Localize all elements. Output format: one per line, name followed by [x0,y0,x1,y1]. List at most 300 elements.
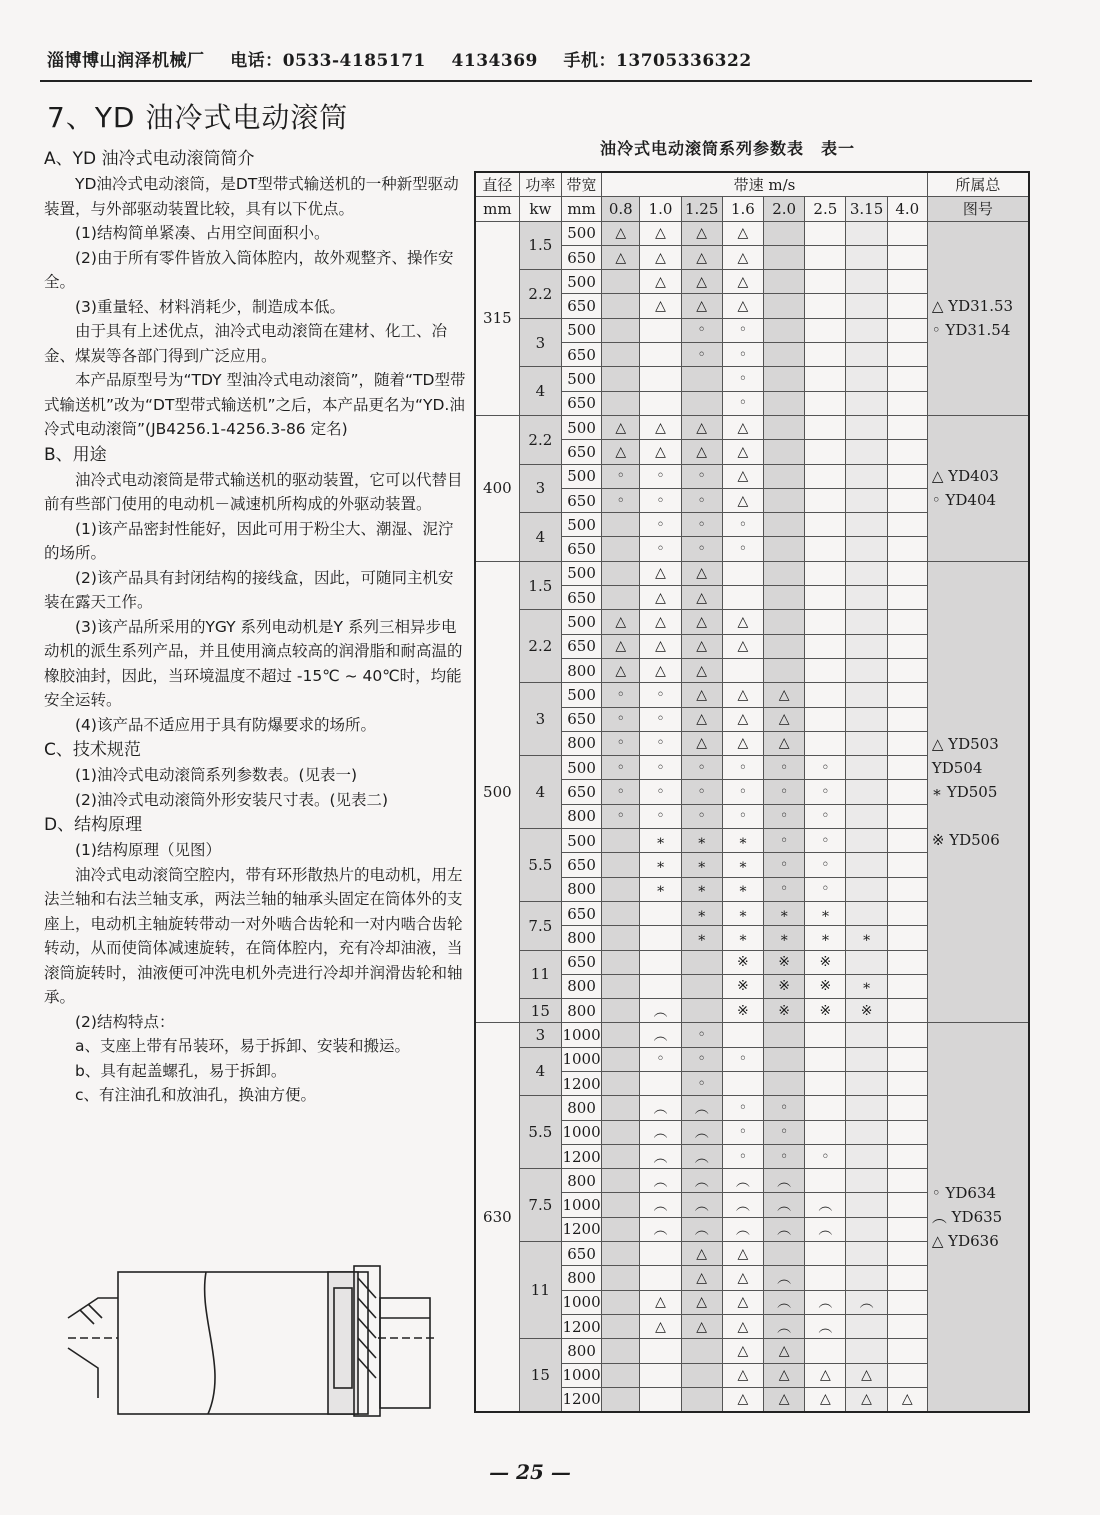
power-cell: 5.5 [519,1096,561,1169]
speed-cell [602,1047,640,1071]
speed-cell: △ [805,1363,846,1387]
speed-cell [681,391,722,415]
diameter-cell: 630 [475,1023,519,1412]
speed-cell: △ [764,683,805,707]
speed-cell: ◦ [805,804,846,828]
speed-cell: △ [722,683,763,707]
speed-cell: ∗ [722,877,763,901]
speed-cell [887,561,927,585]
speed-cell [640,1363,681,1387]
belt-width-cell: 650 [561,294,601,318]
speed-cell: ︵ [764,1290,805,1314]
speed-cell [640,926,681,950]
speed-cell: ◦ [640,731,681,755]
speed-cell: △ [681,270,722,294]
speed-cell [602,1144,640,1168]
speed-cell [681,367,722,391]
list-item: (1)油冷式电动滚筒系列参数表。(见表一) [75,766,358,784]
speed-cell [602,1266,640,1290]
speed-cell [846,731,887,755]
speed-cell [602,537,640,561]
speed-cell [805,1242,846,1266]
speed-cell [602,901,640,925]
speed-cell [887,537,927,561]
drawing-number: △ YD636 [931,1232,999,1251]
speed-cell [887,1217,927,1241]
speed-cell [640,950,681,974]
company-name: 淄博博山润泽机械厂 [47,51,205,71]
speed-cell [846,294,887,318]
speed-cell [805,513,846,537]
header-drawing-number-2: 图号 [927,197,1029,221]
speed-cell [887,804,927,828]
speed-cell: △ [846,1363,887,1387]
speed-header: 3.15 [846,197,887,221]
speed-cell: △ [681,707,722,731]
speed-cell [805,270,846,294]
speed-cell [764,391,805,415]
belt-width-cell: 500 [561,513,601,537]
speed-cell: △ [681,1242,722,1266]
speed-cell: ∗ [846,926,887,950]
belt-width-cell: 650 [561,707,601,731]
speed-cell: △ [640,586,681,610]
speed-cell: ◦ [764,853,805,877]
list-item: (2)该产品具有封闭结构的接线盒，因此，可随同主机安装在露天工作。 [44,568,454,611]
speed-cell [887,610,927,634]
speed-cell: △ [640,658,681,682]
section-d-heading: D、结构原理 [44,815,143,835]
list-item: (2)油冷式电动滚筒外形安装尺寸表。(见表二) [75,790,389,809]
speed-cell [602,1363,640,1387]
paragraph: YD油冷式电动滚筒，是DT型带式输送机的一种新型驱动装置，与外部驱动装置比较，具有以下优点。 [44,175,459,218]
belt-width-cell: 500 [561,829,601,853]
speed-cell: ︵ [640,1169,681,1193]
belt-width-cell: 500 [561,756,601,780]
speed-cell [640,1339,681,1363]
speed-cell [846,683,887,707]
speed-cell: ◦ [722,1120,763,1144]
speed-cell: ∗ [681,829,722,853]
speed-cell: ◦ [764,877,805,901]
speed-cell [805,1096,846,1120]
unit-mm: mm [475,197,519,221]
speed-cell [846,270,887,294]
speed-cell: △ [640,634,681,658]
speed-cell [640,1071,681,1095]
speed-cell [846,537,887,561]
drawing-number: ∗ YD505 [931,783,998,802]
speed-cell [764,294,805,318]
speed-cell [602,974,640,998]
speed-cell: ◦ [602,683,640,707]
speed-cell [640,391,681,415]
speed-cell: ∗ [681,853,722,877]
speed-cell: ◦ [681,488,722,512]
speed-cell: ※ [722,999,763,1023]
speed-cell: △ [681,1314,722,1338]
speed-cell: △ [640,245,681,269]
speed-cell: ∗ [640,829,681,853]
belt-width-cell: 500 [561,270,601,294]
speed-cell [805,683,846,707]
drawing-number: ◦ YD31.54 [931,321,1011,340]
list-item: (1)结构简单紧凑、占用空间面积小。 [75,224,330,242]
speed-cell [764,658,805,682]
speed-cell [887,1169,927,1193]
speed-cell [722,1071,763,1095]
speed-cell: ∗ [722,926,763,950]
speed-cell [602,1096,640,1120]
section-b-heading: B、用途 [44,444,107,465]
speed-cell [640,343,681,367]
paragraph: 油冷式电动滚筒是带式输送机的驱动装置，它可以代替目前有些部门使用的电动机－减速机所构成的外驱动装置。 [44,470,463,513]
speed-cell [764,415,805,439]
power-cell: 3 [519,318,561,367]
speed-cell: ∗ [805,926,846,950]
belt-width-cell: 1200 [561,1217,601,1241]
speed-cell: ◦ [764,780,805,804]
speed-cell: ︵ [640,1193,681,1217]
speed-cell [805,415,846,439]
speed-cell: ◦ [640,537,681,561]
speed-cell [805,1023,846,1047]
speed-cell [805,343,846,367]
drawing-number: △ YD403 [931,467,999,486]
speed-cell: ◦ [681,537,722,561]
speed-cell: ︵ [805,1290,846,1314]
table-row [475,1023,1029,1047]
speed-cell: △ [602,610,640,634]
speed-cell [602,561,640,585]
speed-cell: △ [681,634,722,658]
speed-cell [887,586,927,610]
power-cell: 7.5 [519,1169,561,1242]
belt-width-cell: 650 [561,245,601,269]
speed-cell [602,1387,640,1412]
list-item: a、支座上带有吊装环，易于拆卸、安装和搬运。 [75,1037,410,1055]
header-power: 功率 [519,172,561,197]
speed-cell: △ [722,464,763,488]
speed-cell [887,780,927,804]
speed-cell: ◦ [722,513,763,537]
speed-cell: ◦ [722,756,763,780]
speed-cell: ︵ [640,1120,681,1144]
drawing-number-cell [927,221,1029,415]
speed-cell: ◦ [805,1144,846,1168]
speed-cell: ︵ [640,999,681,1023]
list-item: (3)重量轻、材料消耗少，制造成本低。 [75,297,345,316]
speed-cell [887,999,927,1023]
speed-cell [887,1047,927,1071]
speed-cell [805,367,846,391]
speed-cell [602,391,640,415]
speed-cell: ◦ [764,1120,805,1144]
speed-cell: △ [846,1387,887,1412]
speed-cell: ︵ [764,1169,805,1193]
speed-cell: △ [722,731,763,755]
speed-cell [887,1071,927,1095]
section-title: 7、YD 油冷式电动滚筒 [47,101,349,134]
speed-cell [602,1193,640,1217]
power-cell: 15 [519,999,561,1023]
speed-cell: ◦ [602,804,640,828]
speed-cell [887,367,927,391]
drawing-number: ︵ YD635 [931,1208,1003,1227]
speed-cell: ◦ [764,1096,805,1120]
belt-width-cell: 650 [561,1242,601,1266]
speed-cell [846,1339,887,1363]
speed-cell [602,294,640,318]
speed-cell: △ [640,221,681,245]
speed-cell: △ [722,610,763,634]
speed-cell: △ [722,270,763,294]
speed-cell: △ [681,610,722,634]
speed-cell: ∗ [764,926,805,950]
speed-cell [846,1096,887,1120]
speed-cell [602,877,640,901]
drawing-number: △ YD503 [931,735,999,754]
speed-header: 2.0 [764,197,805,221]
belt-width-cell: 1000 [561,1120,601,1144]
table-title: 油冷式电动滚筒系列参数表 表一 [600,139,856,158]
speed-cell [846,1266,887,1290]
speed-cell: △ [681,415,722,439]
speed-cell: ◦ [722,1047,763,1071]
power-cell: 3 [519,683,561,756]
speed-cell: ︵ [805,1314,846,1338]
power-cell: 3 [519,464,561,513]
header-diameter: 直径 [475,172,519,197]
speed-cell: ◦ [640,780,681,804]
paragraph: 本产品原型号为“TDY 型油冷式电动滚筒”，随着“TD型带式输送机”改为“DT型带式输送机”之后，本产品更名为“YD.油冷式电动滚筒”(JB4256.1-4256.3-86 定名) [44,371,466,438]
list-item: (1)结构原理（见图） [75,841,221,859]
power-cell: 7.5 [519,901,561,950]
speed-cell [640,901,681,925]
belt-width-cell: 1000 [561,1363,601,1387]
speed-cell [602,1339,640,1363]
belt-width-cell: 1200 [561,1314,601,1338]
power-cell: 3 [519,1023,561,1047]
speed-cell [722,1023,763,1047]
speed-cell [640,1387,681,1412]
speed-cell [846,343,887,367]
speed-cell [805,634,846,658]
speed-cell [805,245,846,269]
list-item: (3)该产品所采用的YGY 系列电动机是Y 系列三相异步电动机的派生系列产品，并且使用滴点较高的润滑脂和耐高温的橡胶油封，因此，当环境温度不超过 -15℃ ~ 40℃时，均能安全运转。 [44,617,463,709]
speed-cell [846,1193,887,1217]
speed-cell: △ [764,707,805,731]
power-cell: 15 [519,1339,561,1412]
table-row [475,221,1029,245]
belt-width-cell: 650 [561,634,601,658]
drawing-number: ◦ YD404 [931,491,997,510]
belt-width-cell: 800 [561,1169,601,1193]
paragraph: 油冷式电动滚筒空腔内，带有环形散热片的电动机，用左法兰轴和右法兰轴支承，两法兰轴的轴承头固定在筒体外的支座上，电动机主轴旋转带动一对外啮合齿轮和一对内啮合齿轮转动，从而使筒体减速旋转，在筒体腔内，充有冷却油液，当滚筒旋转时，油液便可冲洗电机外壳进行冷却并润滑齿轮和轴承。 [44,865,463,1006]
speed-cell [846,1120,887,1144]
speed-cell [846,877,887,901]
speed-cell [602,1290,640,1314]
speed-cell: ︵ [722,1193,763,1217]
speed-cell: ◦ [681,804,722,828]
speed-cell: △ [640,561,681,585]
header-drawing-number: 所属总 [927,172,1029,197]
speed-cell: ∗ [722,901,763,925]
speed-cell [602,926,640,950]
belt-width-cell: 500 [561,221,601,245]
speed-cell [846,440,887,464]
belt-width-cell: 800 [561,877,601,901]
speed-cell [764,464,805,488]
belt-width-cell: 650 [561,901,601,925]
speed-cell: ◦ [681,1023,722,1047]
belt-width-cell: 500 [561,464,601,488]
speed-cell [887,877,927,901]
speed-cell: ◦ [681,1047,722,1071]
belt-width-cell: 800 [561,1266,601,1290]
speed-cell [846,658,887,682]
speed-cell: △ [681,440,722,464]
list-item: (2)由于所有零件皆放入筒体腔内，故外观整齐、操作安全。 [44,248,454,291]
speed-cell: ◦ [805,829,846,853]
speed-cell: ◦ [722,367,763,391]
belt-width-cell: 500 [561,561,601,585]
speed-cell: ◦ [640,488,681,512]
speed-cell [887,513,927,537]
speed-header: 0.8 [602,197,640,221]
belt-width-cell: 800 [561,926,601,950]
section-a-heading: A、YD 油冷式电动滚筒简介 [44,149,255,169]
speed-cell: △ [722,634,763,658]
speed-cell: ︵ [640,1023,681,1047]
speed-header: 1.6 [722,197,763,221]
speed-cell [846,950,887,974]
drawing-number-cell [927,415,1029,561]
speed-cell: ︵ [681,1096,722,1120]
speed-cell [887,1144,927,1168]
mobile-label: 手机： [563,51,617,71]
speed-cell [805,1169,846,1193]
speed-cell [887,245,927,269]
speed-cell: ∗ [722,829,763,853]
speed-cell [764,343,805,367]
speed-cell [805,658,846,682]
speed-cell: △ [764,731,805,755]
speed-cell [764,1023,805,1047]
speed-cell [764,440,805,464]
phone-number: 0533-4185171 [282,51,426,71]
speed-cell: ∗ [640,853,681,877]
speed-cell: ◦ [722,804,763,828]
speed-cell [805,537,846,561]
speed-cell: ◦ [681,1071,722,1095]
speed-cell [887,901,927,925]
speed-cell: △ [681,1266,722,1290]
speed-cell: ︵ [805,1193,846,1217]
speed-cell [805,731,846,755]
speed-cell [846,756,887,780]
speed-cell: ︵ [640,1217,681,1241]
drawing-number: YD504 [931,759,983,778]
speed-cell [805,610,846,634]
belt-width-cell: 500 [561,318,601,342]
speed-cell [602,318,640,342]
speed-cell: △ [722,1266,763,1290]
speed-cell: ※ [764,999,805,1023]
speed-cell [887,488,927,512]
belt-width-cell: 1200 [561,1144,601,1168]
belt-width-cell: 650 [561,586,601,610]
speed-cell: ◦ [681,756,722,780]
speed-cell [887,1363,927,1387]
speed-cell: △ [722,245,763,269]
speed-cell: ︵ [640,1096,681,1120]
speed-cell [846,707,887,731]
speed-cell [887,1120,927,1144]
speed-cell [722,561,763,585]
speed-cell [805,1120,846,1144]
speed-cell: △ [640,415,681,439]
speed-cell [805,294,846,318]
speed-cell [764,1071,805,1095]
speed-cell [887,853,927,877]
speed-cell: △ [722,1242,763,1266]
speed-cell: ︵ [681,1169,722,1193]
speed-cell [887,707,927,731]
speed-cell [887,756,927,780]
speed-cell: ︵ [681,1120,722,1144]
speed-cell: ◦ [681,318,722,342]
speed-cell [887,391,927,415]
speed-cell [887,1314,927,1338]
speed-cell [602,853,640,877]
speed-cell [640,367,681,391]
speed-cell [846,245,887,269]
speed-cell: ◦ [640,1047,681,1071]
power-cell: 2.2 [519,610,561,683]
speed-cell [764,634,805,658]
diameter-cell: 315 [475,221,519,415]
speed-cell [887,1339,927,1363]
speed-cell: ◦ [805,853,846,877]
unit-mm: mm [561,197,601,221]
speed-cell: ◦ [602,780,640,804]
speed-cell: △ [681,731,722,755]
speed-cell: ◦ [805,756,846,780]
speed-cell [602,343,640,367]
list-item: c、有注油孔和放油孔，换油方便。 [75,1086,317,1104]
speed-cell: △ [722,1387,763,1412]
speed-cell [640,318,681,342]
speed-cell: △ [602,415,640,439]
speed-cell: ◦ [722,343,763,367]
speed-cell: ※ [722,950,763,974]
speed-header: 4.0 [887,197,927,221]
speed-header: 2.5 [805,197,846,221]
drawing-number-cell [927,1023,1029,1412]
belt-width-cell: 1000 [561,1023,601,1047]
speed-cell [805,707,846,731]
diameter-cell: 400 [475,415,519,561]
speed-cell [846,488,887,512]
speed-cell: △ [602,245,640,269]
speed-cell [846,586,887,610]
speed-cell: △ [681,561,722,585]
speed-cell [602,270,640,294]
unit-kw: kw [519,197,561,221]
speed-cell: ◦ [640,513,681,537]
speed-cell [602,829,640,853]
